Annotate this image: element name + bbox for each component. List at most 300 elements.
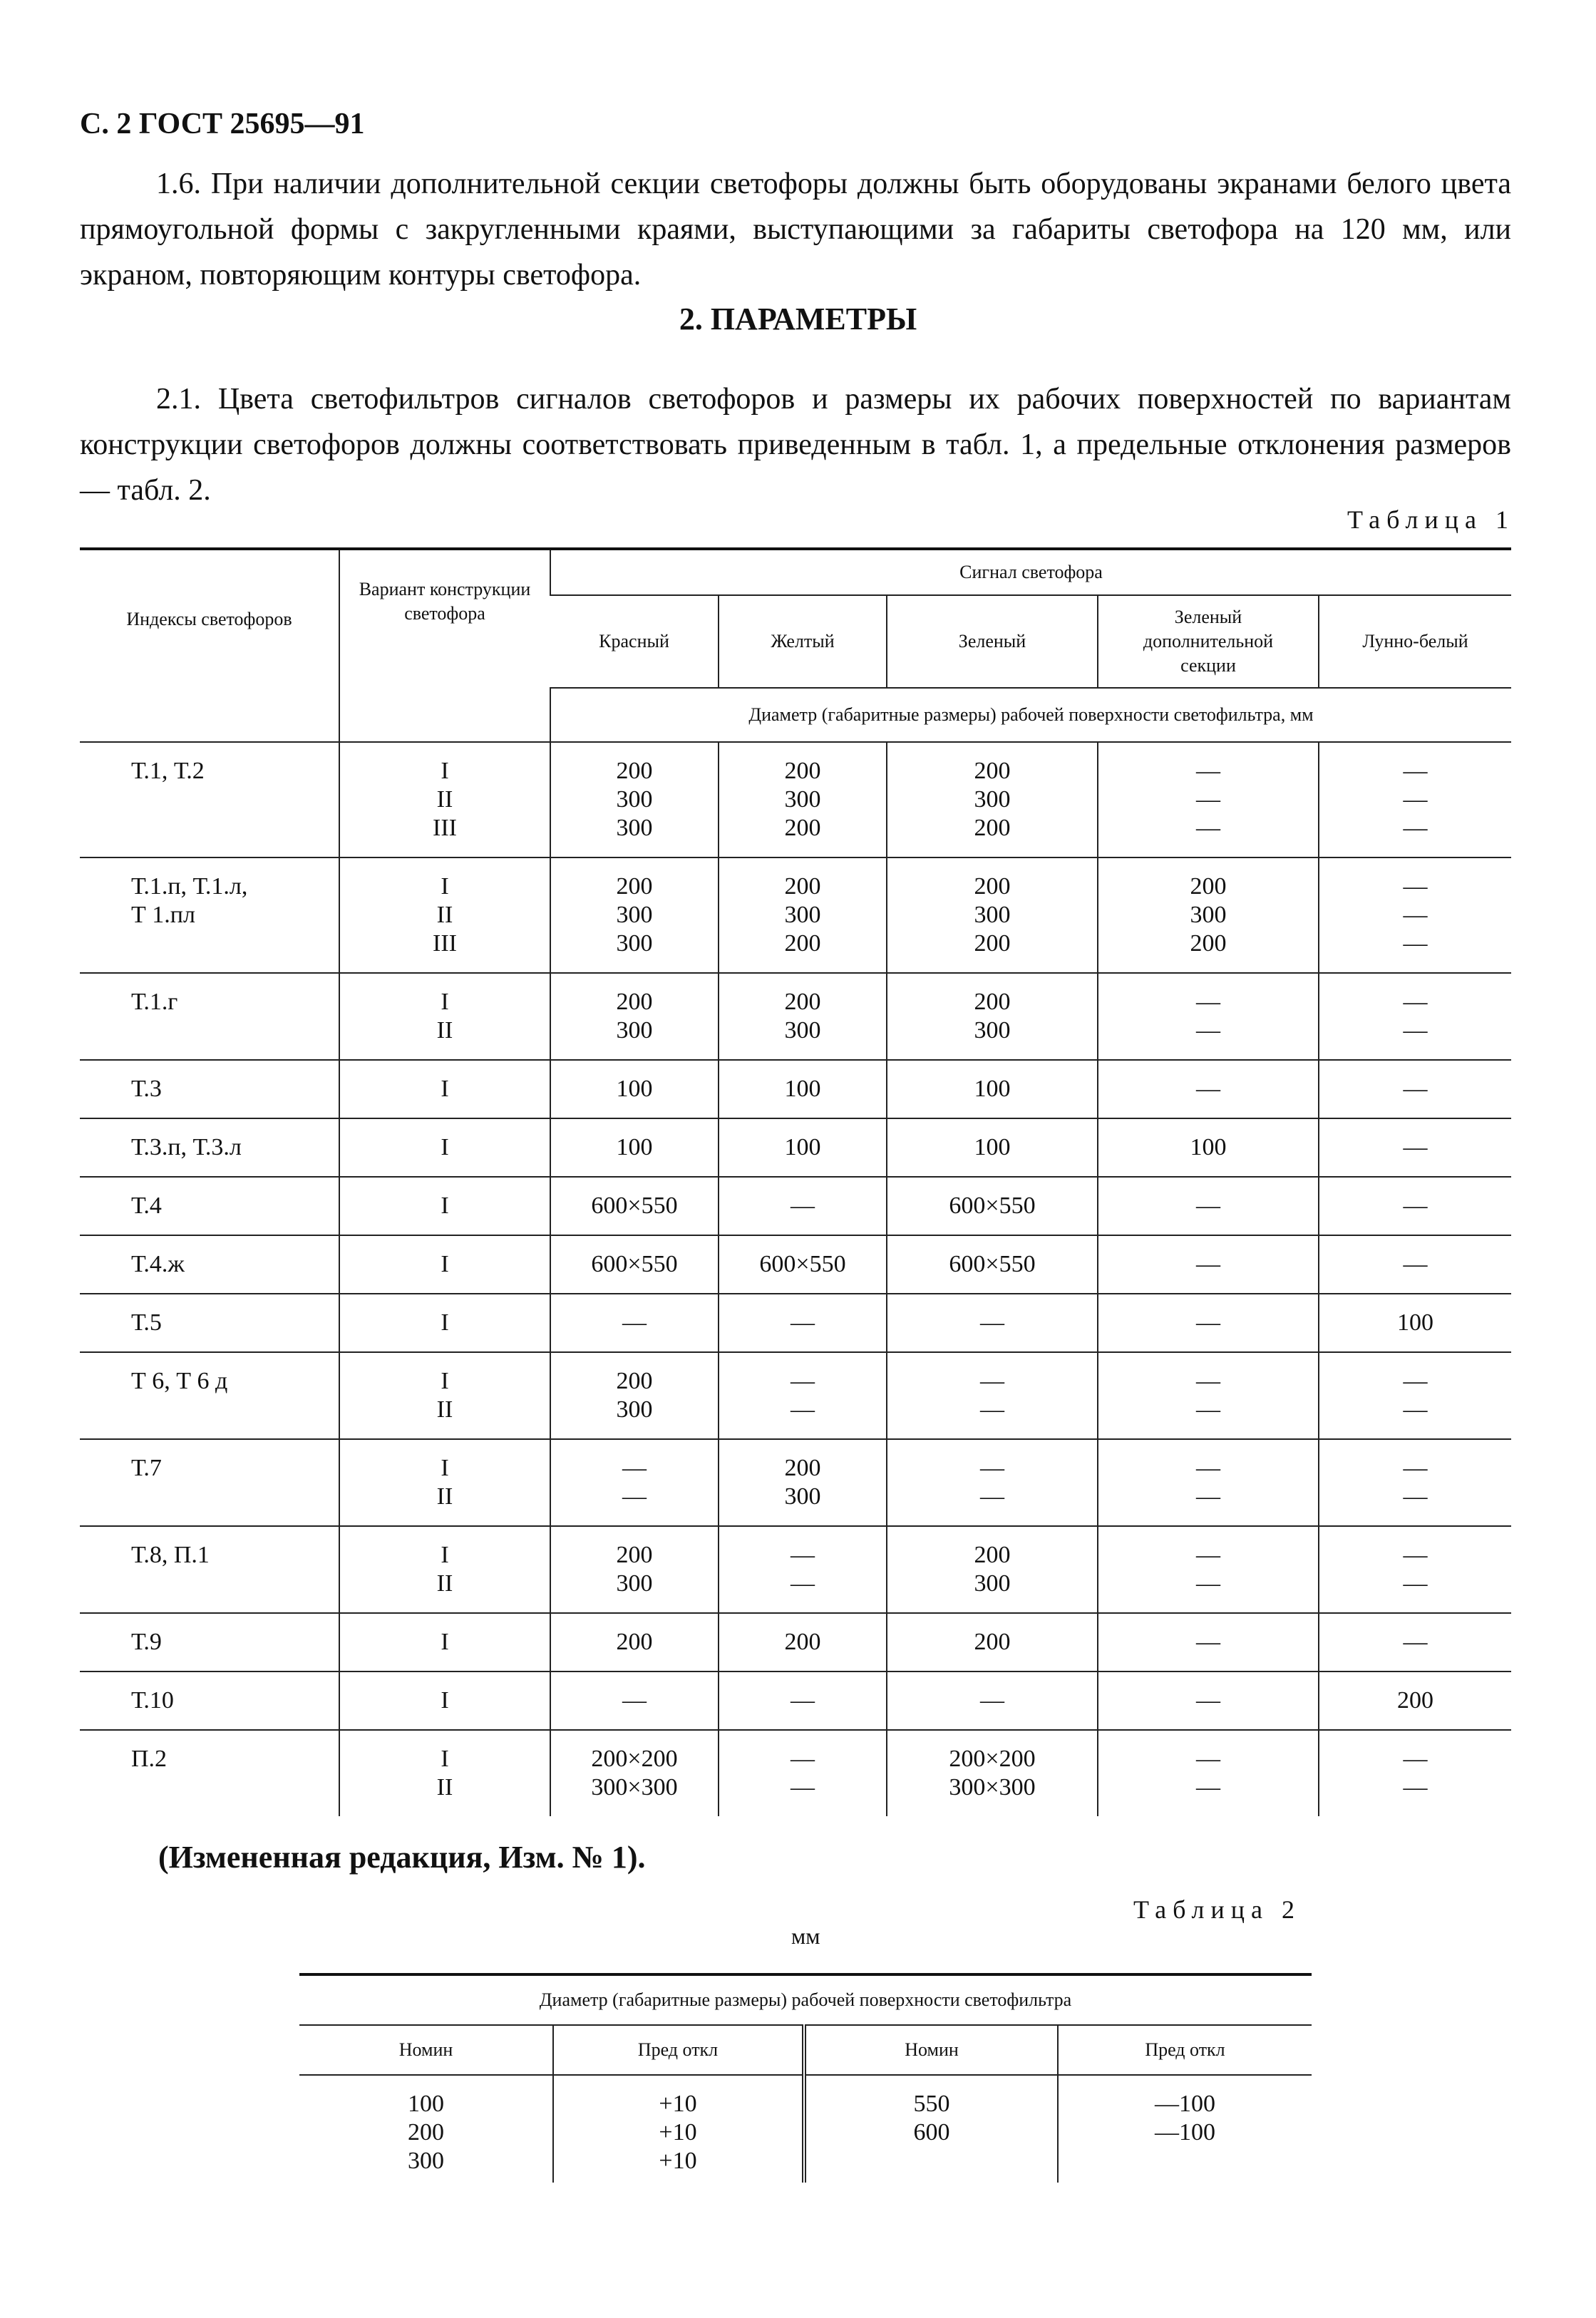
cell-yellow xyxy=(719,857,887,973)
table-cell: — xyxy=(791,1687,815,1714)
table-cell: II xyxy=(436,1774,453,1801)
table-1 xyxy=(80,547,1511,1816)
table-cell: 200 xyxy=(974,989,1011,1015)
cell-red xyxy=(550,973,719,1060)
cell-lunar xyxy=(1319,1177,1511,1235)
table-row xyxy=(299,2075,1312,2183)
table-cell: — xyxy=(1403,1134,1428,1160)
cell-green xyxy=(887,1294,1098,1352)
table-cell: — xyxy=(1403,1746,1428,1772)
cell-green-extra xyxy=(1098,1671,1319,1730)
table-row xyxy=(80,1730,1511,1816)
header-index-cont xyxy=(80,688,339,742)
table2-col-tolerance: Пред откл xyxy=(553,2025,804,2075)
table-cell: — xyxy=(980,1483,1004,1510)
table-cell: Т.1.п, Т.1.л, xyxy=(131,873,248,900)
header-red: Красный xyxy=(550,595,719,688)
cell-red xyxy=(550,1730,719,1816)
table-cell: +10 xyxy=(659,2119,697,2146)
table-cell: Т.3 xyxy=(131,1076,162,1102)
table-cell: — xyxy=(1196,1570,1220,1597)
cell-green xyxy=(887,857,1098,973)
table-cell: — xyxy=(1403,758,1428,784)
table-cell: — xyxy=(1196,1629,1220,1655)
table-cell: 100 xyxy=(408,2091,444,2117)
table-cell: I xyxy=(441,1076,449,1102)
table-row xyxy=(80,1235,1511,1294)
table-cell: 200 xyxy=(784,1455,821,1481)
table-cell: 200 xyxy=(408,2119,444,2146)
table-cell: — xyxy=(791,1396,815,1423)
table-cell: 600×550 xyxy=(949,1193,1036,1219)
table-cell: — xyxy=(1196,1687,1220,1714)
cell-green xyxy=(887,1671,1098,1730)
cell-green xyxy=(887,1118,1098,1177)
cell-green-extra xyxy=(1098,1177,1319,1235)
cell-lunar xyxy=(1319,1613,1511,1671)
cell-green-extra xyxy=(1098,1730,1319,1816)
table-cell: Т.4 xyxy=(131,1193,162,1219)
table2-col-nominal: Номин xyxy=(299,2025,553,2075)
table-cell: — xyxy=(1403,1774,1428,1801)
table-row xyxy=(80,1526,1511,1613)
paragraph-1-6-text: 1.6. При наличии дополнительной секции светофоры должны быть оборудованы экранами белого цвета прямоугольной формы с закругленными краями, выступающими за габариты светофора на 120 мм, или экраном, повторяющим контуры светофора. xyxy=(80,168,1511,292)
table-cell: 600×550 xyxy=(591,1251,678,1277)
table1-caption: Таблица 1 xyxy=(1347,505,1515,534)
table-cell: Т 1.пл xyxy=(131,902,195,928)
cell-lunar xyxy=(1319,1294,1511,1352)
cell-index xyxy=(80,1526,339,1613)
table-cell: 100 xyxy=(784,1134,821,1160)
table-cell: 550 xyxy=(913,2091,950,2117)
cell-variant xyxy=(339,742,550,857)
cell-index xyxy=(80,1235,339,1294)
table-cell: 200 xyxy=(616,989,653,1015)
table-cell: 100 xyxy=(784,1076,821,1102)
table-cell: Т.4.ж xyxy=(131,1251,185,1277)
cell-yellow xyxy=(719,1613,887,1671)
table-cell: 200 xyxy=(616,1542,653,1568)
table-cell: — xyxy=(1196,1542,1220,1568)
table-cell: П.2 xyxy=(131,1746,168,1772)
table-row xyxy=(80,1671,1511,1730)
table-cell: — xyxy=(1196,1746,1220,1772)
paragraph-2-1 xyxy=(80,376,1511,513)
table-cell: 200×200 xyxy=(949,1746,1036,1772)
paragraph-2-1-text: 2.1. Цвета светофильтров сигналов светофоров и размеры их рабочих поверхностей по вариантам конструкции светофоров должны соответствовать приведенным в табл. 1, а предельные отклонения размеров — табл. 2. xyxy=(80,383,1511,507)
table-cell: II xyxy=(436,1570,453,1597)
table-cell: 300 xyxy=(1190,902,1227,928)
table-cell: 600×550 xyxy=(759,1251,846,1277)
table-cell: — xyxy=(622,1455,647,1481)
amendment-note: (Измененная редакция, Изм. № 1). xyxy=(158,1840,646,1875)
cell-lunar xyxy=(1319,1439,1511,1526)
cell-green-extra xyxy=(1098,973,1319,1060)
table-row xyxy=(80,1439,1511,1526)
cell-variant xyxy=(339,1060,550,1118)
cell-red xyxy=(550,857,719,973)
cell-red xyxy=(550,1118,719,1177)
table-cell: 100 xyxy=(974,1134,1011,1160)
table-cell: 100 xyxy=(616,1134,653,1160)
table-cell: — xyxy=(1196,1076,1220,1102)
table2-left-tolerance xyxy=(553,2075,804,2183)
table-cell: 200 xyxy=(1190,930,1227,957)
cell-lunar xyxy=(1319,1118,1511,1177)
cell-variant xyxy=(339,1352,550,1439)
cell-green xyxy=(887,1352,1098,1439)
table-row xyxy=(80,1613,1511,1671)
table-cell: 300 xyxy=(974,902,1011,928)
table-cell: 200 xyxy=(616,758,653,784)
cell-variant xyxy=(339,1671,550,1730)
table-cell: 600 xyxy=(913,2119,950,2146)
table-cell: II xyxy=(436,1483,453,1510)
cell-green xyxy=(887,1526,1098,1613)
cell-variant xyxy=(339,1526,550,1613)
cell-green-extra xyxy=(1098,1352,1319,1439)
cell-yellow xyxy=(719,1526,887,1613)
cell-index xyxy=(80,742,339,857)
table-cell: 300 xyxy=(616,786,653,813)
cell-index xyxy=(80,1730,339,1816)
table-cell: Т.9 xyxy=(131,1629,162,1655)
cell-yellow xyxy=(719,1730,887,1816)
table-cell: Т.7 xyxy=(131,1455,162,1481)
table-cell: 300×300 xyxy=(949,1774,1036,1801)
table-row xyxy=(80,1060,1511,1118)
table2-col-tolerance: Пред откл xyxy=(1058,2025,1312,2075)
cell-red xyxy=(550,1060,719,1118)
cell-green-extra xyxy=(1098,857,1319,973)
table-cell: Т.1, Т.2 xyxy=(131,758,205,784)
table-cell: — xyxy=(1196,989,1220,1015)
table-cell: — xyxy=(980,1455,1004,1481)
table-row xyxy=(80,1352,1511,1439)
table-cell: +10 xyxy=(659,2148,697,2174)
table-cell: — xyxy=(1403,786,1428,813)
cell-index xyxy=(80,1671,339,1730)
cell-green xyxy=(887,1439,1098,1526)
table-cell: I xyxy=(441,1251,449,1277)
table-cell: — xyxy=(1403,1629,1428,1655)
table-cell: 300 xyxy=(784,902,821,928)
table-cell: Т.8, П.1 xyxy=(131,1542,210,1568)
cell-green xyxy=(887,1613,1098,1671)
table-cell: — xyxy=(791,1542,815,1568)
table-cell: Т.3.п, Т.3.л xyxy=(131,1134,242,1160)
cell-green xyxy=(887,1235,1098,1294)
table-cell: 200 xyxy=(974,873,1011,900)
table-cell: I xyxy=(441,989,449,1015)
table2-unit: мм xyxy=(791,1923,820,1949)
cell-red xyxy=(550,1177,719,1235)
table-cell: I xyxy=(441,1542,449,1568)
table-cell: — xyxy=(1403,902,1428,928)
table-cell: 200 xyxy=(784,930,821,957)
header-green-extra: Зеленый дополнительной секции xyxy=(1098,595,1319,688)
table-cell: — xyxy=(1403,1396,1428,1423)
cell-variant xyxy=(339,1439,550,1526)
table-cell: 300 xyxy=(974,1017,1011,1044)
cell-yellow xyxy=(719,973,887,1060)
table-cell: — xyxy=(1403,1368,1428,1394)
cell-variant xyxy=(339,1177,550,1235)
cell-red xyxy=(550,1235,719,1294)
table-cell: — xyxy=(1403,1483,1428,1510)
cell-index xyxy=(80,857,339,973)
table-cell: —100 xyxy=(1155,2119,1215,2146)
cell-green-extra xyxy=(1098,1294,1319,1352)
table-cell: — xyxy=(1196,1309,1220,1336)
cell-variant xyxy=(339,1294,550,1352)
cell-green-extra xyxy=(1098,1060,1319,1118)
cell-green-extra xyxy=(1098,1439,1319,1526)
cell-green-extra xyxy=(1098,1613,1319,1671)
header-variant: Вариант конструкции светофора xyxy=(339,549,550,742)
cell-green xyxy=(887,1060,1098,1118)
table-cell: 200 xyxy=(1190,873,1227,900)
table-cell: 300 xyxy=(974,1570,1011,1597)
table-cell: I xyxy=(441,1687,449,1714)
cell-lunar xyxy=(1319,1730,1511,1816)
cell-lunar xyxy=(1319,742,1511,857)
cell-lunar xyxy=(1319,1526,1511,1613)
header-green: Зеленый xyxy=(887,595,1098,688)
cell-variant xyxy=(339,973,550,1060)
cell-lunar xyxy=(1319,1352,1511,1439)
table-cell: — xyxy=(1403,815,1428,841)
cell-green-extra xyxy=(1098,1118,1319,1177)
table-cell: I xyxy=(441,1746,449,1772)
table-cell: I xyxy=(441,873,449,900)
table-cell: — xyxy=(622,1309,647,1336)
table-cell: II xyxy=(436,902,453,928)
table-cell: 600×550 xyxy=(949,1251,1036,1277)
table-cell: 200 xyxy=(784,873,821,900)
cell-lunar xyxy=(1319,1060,1511,1118)
table-row xyxy=(80,1294,1511,1352)
table-cell: 300 xyxy=(616,902,653,928)
table-cell: 200 xyxy=(784,1629,821,1655)
header-index: Индексы светофоров xyxy=(126,608,292,629)
table-row xyxy=(80,742,1511,857)
cell-yellow xyxy=(719,1671,887,1730)
cell-variant xyxy=(339,1118,550,1177)
header-lunar-white: Лунно-белый xyxy=(1319,595,1511,688)
table-cell: III xyxy=(433,815,457,841)
table-cell: — xyxy=(791,1193,815,1219)
cell-red xyxy=(550,1526,719,1613)
cell-index xyxy=(80,1294,339,1352)
cell-yellow xyxy=(719,1439,887,1526)
table-cell: 200 xyxy=(974,1542,1011,1568)
cell-lunar xyxy=(1319,1235,1511,1294)
table-cell: — xyxy=(1196,786,1220,813)
table-cell: — xyxy=(1403,1017,1428,1044)
cell-green xyxy=(887,1177,1098,1235)
table2-left-nominal xyxy=(299,2075,553,2183)
table-cell: 200 xyxy=(784,989,821,1015)
table-cell: — xyxy=(1403,1570,1428,1597)
section-title: 2. ПАРАМЕТРЫ xyxy=(679,302,917,336)
cell-red xyxy=(550,1294,719,1352)
table-cell: 300 xyxy=(616,1396,653,1423)
table-cell: — xyxy=(1403,1251,1428,1277)
paragraph-1-6 xyxy=(80,161,1511,298)
cell-yellow xyxy=(719,1118,887,1177)
cell-yellow xyxy=(719,1060,887,1118)
table-row xyxy=(80,857,1511,973)
table-cell: — xyxy=(1196,1774,1220,1801)
table2-right-tolerance xyxy=(1058,2075,1312,2183)
table-cell: 300 xyxy=(616,815,653,841)
table-cell: Т 6, Т 6 д xyxy=(131,1368,228,1394)
table-cell: 300 xyxy=(616,930,653,957)
cell-variant xyxy=(339,857,550,973)
table-cell: — xyxy=(791,1570,815,1597)
cell-index xyxy=(80,973,339,1060)
table-cell: 200 xyxy=(784,815,821,841)
table-cell: — xyxy=(980,1368,1004,1394)
table-cell: 100 xyxy=(1190,1134,1227,1160)
cell-lunar xyxy=(1319,973,1511,1060)
cell-green-extra xyxy=(1098,742,1319,857)
table-cell: II xyxy=(436,1017,453,1044)
table-cell: — xyxy=(1196,758,1220,784)
cell-green xyxy=(887,1730,1098,1816)
cell-index xyxy=(80,1352,339,1439)
table-cell: 300×300 xyxy=(591,1774,678,1801)
table-cell: 200 xyxy=(616,1368,653,1394)
cell-red xyxy=(550,1439,719,1526)
header-yellow: Желтый xyxy=(719,595,887,688)
table-cell: III xyxy=(433,930,457,957)
table2-header: Диаметр (габаритные размеры) рабочей поверхности светофильтра xyxy=(299,1974,1312,2025)
cell-red xyxy=(550,1613,719,1671)
table-cell: I xyxy=(441,1455,449,1481)
cell-variant xyxy=(339,1235,550,1294)
table2-caption: Таблица 2 xyxy=(1133,1895,1301,1924)
cell-variant xyxy=(339,1730,550,1816)
table-cell: — xyxy=(1196,1455,1220,1481)
table-cell: Т.10 xyxy=(131,1687,174,1714)
table-cell: — xyxy=(980,1396,1004,1423)
table-cell: — xyxy=(1196,1017,1220,1044)
table-cell: 300 xyxy=(616,1017,653,1044)
table-cell: 300 xyxy=(784,786,821,813)
table-cell: — xyxy=(622,1483,647,1510)
table-cell: 200 xyxy=(1397,1687,1433,1714)
cell-yellow xyxy=(719,1294,887,1352)
cell-green-extra xyxy=(1098,1526,1319,1613)
cell-lunar xyxy=(1319,857,1511,973)
table-cell: 200 xyxy=(974,758,1011,784)
table2-col-nominal: Номин xyxy=(804,2025,1058,2075)
cell-yellow xyxy=(719,1352,887,1439)
table-cell: I xyxy=(441,1193,449,1219)
table-cell: 200 xyxy=(974,815,1011,841)
table-cell: — xyxy=(1196,1483,1220,1510)
table-cell: — xyxy=(1403,1455,1428,1481)
table-cell: — xyxy=(1196,1251,1220,1277)
table-cell: — xyxy=(1403,930,1428,957)
table-cell: Т.5 xyxy=(131,1309,162,1336)
table-cell: — xyxy=(1403,1542,1428,1568)
table-cell: — xyxy=(980,1309,1004,1336)
table-cell: — xyxy=(1196,815,1220,841)
cell-red xyxy=(550,742,719,857)
table-cell: — xyxy=(1403,989,1428,1015)
table-cell: 300 xyxy=(974,786,1011,813)
table-cell: 200 xyxy=(974,1629,1011,1655)
cell-red xyxy=(550,1671,719,1730)
cell-variant xyxy=(339,1613,550,1671)
table-cell: —100 xyxy=(1155,2091,1215,2117)
table-row xyxy=(80,1118,1511,1177)
table-row xyxy=(80,1177,1511,1235)
cell-yellow xyxy=(719,1235,887,1294)
table-cell: 300 xyxy=(784,1483,821,1510)
table-cell: — xyxy=(622,1687,647,1714)
table-cell: 600×550 xyxy=(591,1193,678,1219)
table-cell: 200 xyxy=(616,1629,653,1655)
table-cell: 200×200 xyxy=(591,1746,678,1772)
table-cell: — xyxy=(791,1309,815,1336)
table-cell: 100 xyxy=(616,1076,653,1102)
table-cell: 300 xyxy=(616,1570,653,1597)
table-cell: — xyxy=(791,1746,815,1772)
table-cell: I xyxy=(441,1309,449,1336)
cell-index xyxy=(80,1613,339,1671)
table-cell: +10 xyxy=(659,2091,697,2117)
table-cell: I xyxy=(441,1629,449,1655)
table2-right-nominal xyxy=(804,2075,1058,2183)
table-cell: — xyxy=(1196,1396,1220,1423)
table-cell: 100 xyxy=(1397,1309,1433,1336)
table-cell: I xyxy=(441,758,449,784)
table-cell: II xyxy=(436,1396,453,1423)
cell-lunar xyxy=(1319,1671,1511,1730)
header-signal: Сигнал светофора xyxy=(550,549,1511,595)
table-cell: I xyxy=(441,1134,449,1160)
cell-yellow xyxy=(719,1177,887,1235)
cell-green xyxy=(887,742,1098,857)
cell-yellow xyxy=(719,742,887,857)
header-diameter: Диаметр (габаритные размеры) рабочей поверхности светофильтра, мм xyxy=(550,688,1511,742)
table-cell: 300 xyxy=(784,1017,821,1044)
cell-index xyxy=(80,1060,339,1118)
table-row xyxy=(80,973,1511,1060)
table-cell: — xyxy=(1403,1076,1428,1102)
cell-index xyxy=(80,1118,339,1177)
table-cell: II xyxy=(436,786,453,813)
cell-index xyxy=(80,1439,339,1526)
cell-green xyxy=(887,973,1098,1060)
table-cell: — xyxy=(1196,1193,1220,1219)
table-cell: 300 xyxy=(408,2148,444,2174)
cell-index xyxy=(80,1177,339,1235)
table-cell: — xyxy=(980,1687,1004,1714)
cell-green-extra xyxy=(1098,1235,1319,1294)
table-cell: — xyxy=(791,1774,815,1801)
table-2 xyxy=(299,1973,1312,2183)
table-cell: 200 xyxy=(784,758,821,784)
page-header: С. 2 ГОСТ 25695—91 xyxy=(80,108,365,140)
table-cell: 100 xyxy=(974,1076,1011,1102)
table-cell: Т.1.г xyxy=(131,989,178,1015)
table-cell: I xyxy=(441,1368,449,1394)
